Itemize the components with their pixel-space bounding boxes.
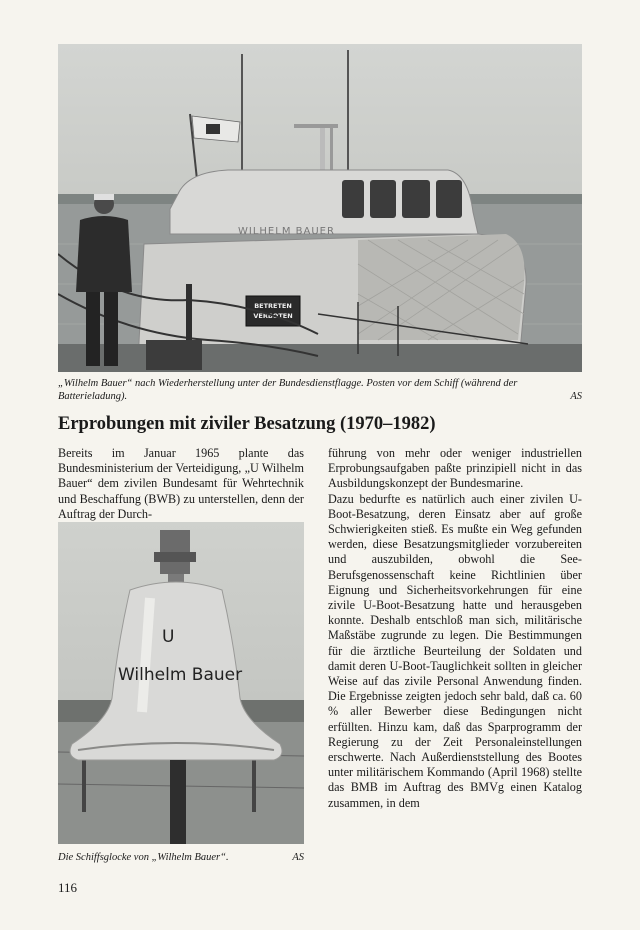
submarine-photo — [58, 44, 582, 372]
sign-line-1: BETRETEN — [254, 302, 292, 310]
submarine-illustration — [58, 44, 582, 372]
left-paragraph: Bereits im Januar 1965 plante das Bundesministerium der Verteidigung, „U Wilhelm Bauer“ dem zivilen Bundesamt für Wehrtechnik und Beschaffung (BWB) zu unterstellen, denn der Auftrag der Durch- — [58, 446, 304, 521]
right-column — [328, 446, 582, 896]
caption-bell-text: Die Schiffsglocke von „Wilhelm Bauer“. — [58, 852, 229, 863]
caption-top — [58, 377, 582, 403]
bell-photo — [58, 522, 304, 844]
bell-lettering: Wilhelm Bauer — [118, 665, 243, 685]
page-number: 116 — [58, 880, 78, 895]
right-paragraph-1: führung von mehr oder weniger industriellen Erprobungsaufgaben paßte prinzipiell nicht in das Ausbildungskonzept der Bundesmarine. — [328, 446, 582, 491]
caption-top-text: „Wilhelm Bauer“ nach Wiederherstellung unter der Bundesdienstflagge. Posten vor dem Schiff (während der Batterieladung). — [58, 378, 518, 402]
caption-top-credit: AS — [570, 391, 582, 402]
caption-bell — [58, 851, 304, 864]
section-heading: Erprobungen mit ziviler Besatzung (1970–1982) — [58, 414, 436, 434]
sign-line-2: VERBOTEN — [253, 312, 293, 320]
bell-letter: U — [162, 627, 175, 647]
bell-illustration — [58, 522, 304, 844]
right-paragraph-2: Dazu bedurfte es natürlich auch einer zivilen U-Boot-Besatzung, deren Einsatz aber auf große Schwierigkeiten stieß. Es mußte ein Weg gefunden werden, diese Besatzungsmitglieder vorzubereiten und auszubilden, obwohl die See-Berufsgenossenschaft keine Richtlinien über Eignung und Sicherheitsvorkehrungen für eine zivile U-Boot-Besatzung hatte und herausgeben konnte. Deshalb entschloß man sich, militärische Maßstäbe zugrunde zu legen. Die Bestimmungen für die ärztliche Beurteilung der Soldaten und damit deren U-Boot-Tauglichkeit sollten in gleicher Weise auf das zivile Personal Anwendung finden. Die Ergebnisse zeigten jedoch sehr bald, daß ca. 60 % aller Bewerber diese Bedingungen nicht erfüllten. Hinzu kam, daß das Sparprogramm der Regierung zu der Zeit Personaleinstellungen erschwerte. Nach Außerdienststellung des Bootes unter militärischem Kommando (April 1968) stellte das BMB im Auftrag des BMVg einen Katalog zusammen, in dem — [328, 491, 582, 810]
caption-bell-credit: AS — [292, 852, 304, 863]
left-column — [58, 446, 304, 522]
hull-lettering: WILHELM BAUER — [238, 226, 335, 237]
